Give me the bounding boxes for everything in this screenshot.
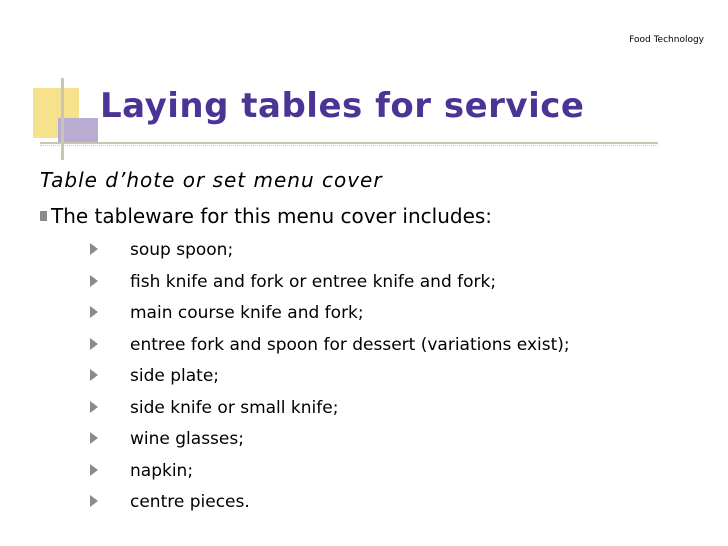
triangle-bullet-icon [90, 275, 100, 289]
list-item-text: main course knife and fork; [130, 303, 364, 323]
list-item [90, 335, 570, 367]
list-item [90, 398, 570, 430]
slide-title: Laying tables for service [100, 86, 585, 126]
triangle-bullet-icon [90, 464, 100, 478]
triangle-bullet-icon [90, 432, 100, 446]
list-item [90, 366, 570, 398]
decorative-vertical-line [61, 78, 64, 160]
decorative-horizontal-line [40, 142, 658, 144]
triangle-bullet-icon [90, 401, 100, 415]
list-item-text: fish knife and fork or entree knife and fork; [130, 271, 497, 292]
tableware-list [90, 240, 570, 524]
triangle-bullet-icon [90, 338, 100, 352]
list-item-text: napkin; [130, 460, 194, 481]
intro-line [40, 204, 492, 228]
decorative-purple-square [58, 118, 98, 144]
list-item [90, 272, 570, 304]
triangle-bullet-icon [90, 243, 100, 257]
list-item [90, 429, 570, 461]
list-item [90, 492, 570, 524]
list-item-text: soup spoon; [130, 240, 234, 260]
slide-subtitle: Table d’hote or set menu cover [40, 168, 383, 192]
header-section-label: Food Technology [629, 35, 704, 45]
list-item-text: side plate; [130, 366, 220, 386]
decorative-dotted-line [40, 145, 658, 147]
triangle-bullet-icon [90, 369, 100, 383]
list-item [90, 303, 570, 335]
intro-text: The tableware for this menu cover includes: [51, 204, 493, 228]
list-item-text: side knife or small knife; [130, 397, 339, 418]
triangle-bullet-icon [90, 495, 100, 509]
list-item [90, 461, 570, 493]
list-item [90, 240, 570, 272]
triangle-bullet-icon [90, 306, 100, 320]
list-item-text: entree fork and spoon for dessert (variations exist); [130, 334, 570, 355]
square-bullet-icon [40, 211, 47, 221]
list-item-text: centre pieces. [130, 492, 250, 512]
list-item-text: wine glasses; [130, 429, 244, 449]
